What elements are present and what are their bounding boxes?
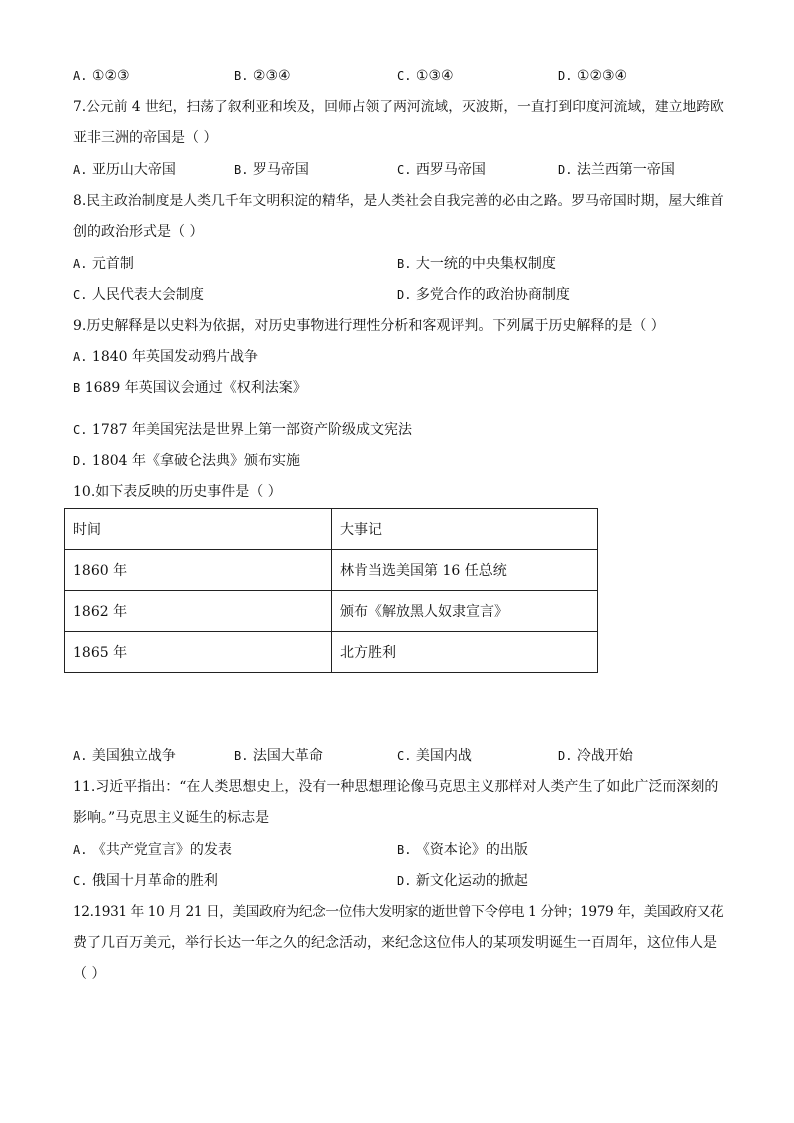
q8-stem-line1: 8.民主政治制度是人类几千年文明积淀的精华，是人类社会自我完善的必由之路。罗马帝国时期，屋大维首 bbox=[73, 193, 724, 209]
q6-option-b: B. ②③④ bbox=[234, 68, 291, 84]
q8-option-b: B. 大一统的中央集权制度 bbox=[397, 256, 556, 272]
q9-option-b: B 1689 年英国议会通过《权利法案》 bbox=[73, 380, 307, 396]
table-cell: 北方胜利 bbox=[332, 632, 598, 673]
q12-stem-line2: 费了几百万美元，举行长达一年之久的纪念活动，来纪念这位伟人的某项发明诞生一百周年，这位伟人是 bbox=[73, 935, 717, 951]
q10-option-b: B. 法国大革命 bbox=[234, 748, 323, 764]
q6-option-a: A. ①②③ bbox=[73, 68, 130, 84]
q11-option-c: C. 俄国十月革命的胜利 bbox=[73, 873, 218, 889]
q6-option-c: C. ①③④ bbox=[397, 68, 454, 84]
q10-stem-line1: 10.如下表反映的历史事件是（ ） bbox=[73, 484, 282, 500]
q8-option-c: C. 人民代表大会制度 bbox=[73, 287, 204, 303]
table-row bbox=[65, 550, 598, 591]
q8-option-d: D. 多党合作的政治协商制度 bbox=[397, 287, 570, 303]
q9-stem-line1: 9.历史解释是以史料为依据，对历史事物进行理性分析和客观评判。下列属于历史解释的是（ ） bbox=[73, 318, 665, 334]
table-row bbox=[65, 591, 598, 632]
table-header-row bbox=[65, 509, 598, 550]
q9-option-c: C. 1787 年美国宪法是世界上第一部资产阶级成文宪法 bbox=[73, 422, 412, 438]
q9-option-a: A. 1840 年英国发动鸦片战争 bbox=[73, 349, 258, 365]
q12-stem-line3: （ ） bbox=[73, 966, 106, 982]
q7-option-b: B. 罗马帝国 bbox=[234, 162, 309, 178]
q8-stem-line2: 创的政治形式是（ ） bbox=[73, 224, 204, 240]
q7-option-a: A. 亚历山大帝国 bbox=[73, 162, 176, 178]
table-cell: 1862 年 bbox=[65, 591, 332, 632]
table-cell: 林肯当选美国第 16 任总统 bbox=[332, 550, 598, 591]
q8-option-a: A. 元首制 bbox=[73, 256, 134, 272]
q11-option-d: D. 新文化运动的掀起 bbox=[397, 873, 528, 889]
table-row bbox=[65, 632, 598, 673]
q7-stem-line1: 7.公元前 4 世纪，扫荡了叙利亚和埃及，回师占领了两河流域，灭波斯，一直打到印度河流域，建立地跨欧 bbox=[73, 99, 724, 115]
q10-option-c: C. 美国内战 bbox=[397, 748, 472, 764]
q12-stem-line1: 12.1931 年 10 月 21 日，美国政府为纪念一位伟大发明家的逝世曾下令停电 1 分钟；1979 年，美国政府又花 bbox=[73, 904, 724, 920]
q10-option-a: A. 美国独立战争 bbox=[73, 748, 176, 764]
q11-option-a: A. 《共产党宣言》的发表 bbox=[73, 842, 232, 858]
table-cell: 1860 年 bbox=[65, 550, 332, 591]
q11-stem-line1: 11.习近平指出：“在人类思想史上，没有一种思想理论像马克思主义那样对人类产生了如此广泛而深刻的 bbox=[73, 779, 719, 795]
table-header-cell: 大事记 bbox=[332, 509, 598, 550]
table-cell: 颁布《解放黑人奴隶宣言》 bbox=[332, 591, 598, 632]
q9-option-d: D. 1804 年《拿破仑法典》颁布实施 bbox=[73, 453, 300, 469]
q7-stem-line2: 亚非三洲的帝国是（ ） bbox=[73, 130, 218, 146]
q7-option-c: C. 西罗马帝国 bbox=[397, 162, 486, 178]
table-cell: 1865 年 bbox=[65, 632, 332, 673]
q11-option-b: B. 《资本论》的出版 bbox=[397, 842, 528, 858]
q11-stem-line2: 影响。”马克思主义诞生的标志是 bbox=[73, 810, 270, 826]
q7-option-d: D. 法兰西第一帝国 bbox=[558, 162, 675, 178]
q10-option-d: D. 冷战开始 bbox=[558, 748, 633, 764]
q10-events-table bbox=[64, 508, 598, 673]
table-header-cell: 时间 bbox=[65, 509, 332, 550]
q6-option-d: D. ①②③④ bbox=[558, 68, 628, 84]
